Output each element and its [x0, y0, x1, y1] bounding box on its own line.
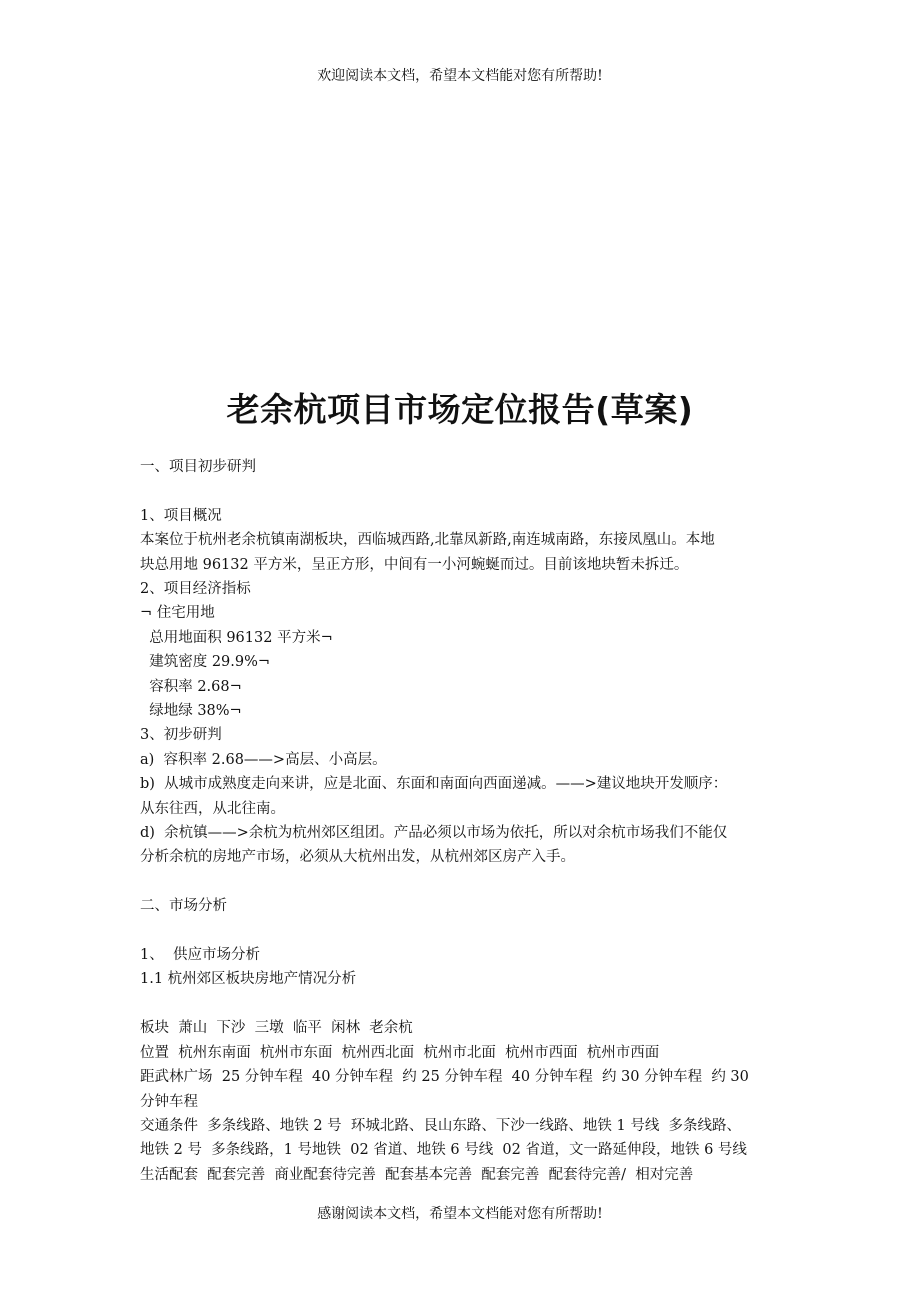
- document-title: 老余杭项目市场定位报告(草案): [226, 390, 694, 429]
- blank-line: [140, 479, 788, 503]
- page-footer: 感谢阅读本文档，希望本文档能对您有所帮助!: [317, 1206, 603, 1222]
- list-item: 容积率 2.68¬: [140, 678, 242, 695]
- subsection-heading: 2、项目经济指标: [140, 581, 251, 598]
- list-item: ¬ 住宅用地: [140, 605, 215, 622]
- subsection-heading: 1、项目概况: [140, 507, 222, 524]
- paragraph-line: 本案位于杭州老余杭镇南湖板块，西临城西路,北靠凤新路,南连城南路，东接凤凰山。本地: [140, 532, 715, 549]
- list-item: 绿地绿 38%¬: [140, 703, 242, 720]
- table-row: 位置 杭州东南面 杭州市东面 杭州西北面 杭州市北面 杭州市西面 杭州市西面: [140, 1044, 660, 1061]
- list-item: d) 余杭镇——>余杭为杭州郊区组团。产品必须以市场为依托，所以对余杭市场我们不能仅: [140, 825, 728, 842]
- section-heading: 一、项目初步研判: [140, 459, 256, 475]
- list-item: 总用地面积 96132 平方米¬: [140, 629, 333, 646]
- paragraph-line: 从东往西，从北往南。: [140, 800, 285, 817]
- subsection-heading: 1、 供应市场分析: [140, 947, 260, 964]
- table-row: 分钟车程: [140, 1093, 198, 1110]
- list-item: b) 从城市成熟度走向来讲，应是北面、东面和南面向西面递减。——>建议地块开发顺序：: [140, 776, 728, 793]
- blank-line: [140, 870, 788, 894]
- list-item: a) 容积率 2.68——>高层、小高层。: [140, 751, 387, 768]
- table-row: 距武林广场 25 分钟车程 40 分钟车程 约 25 分钟车程 40 分钟车程 约 30 分钟车程 约 30: [140, 1069, 749, 1086]
- table-row: 生活配套 配套完善 商业配套待完善 配套基本完善 配套完善 配套待完善/ 相对完善: [140, 1166, 694, 1183]
- paragraph-line: 块总用地 96132 平方米，呈正方形，中间有一小河蜿蜒而过。目前该地块暂未拆迁。: [140, 556, 689, 573]
- table-row: 板块 萧山 下沙 三墩 临平 闲林 老余杭: [140, 1020, 413, 1037]
- table-row: 交通条件 多条线路、地铁 2 号 环城北路、艮山东路、下沙一线路、地铁 1 号线 多条线路、: [140, 1117, 742, 1134]
- document-body: [140, 455, 788, 1187]
- page-header: 欢迎阅读本文档，希望本文档能对您有所帮助!: [317, 68, 603, 84]
- paragraph-line: 分析余杭的房地产市场，必须从大杭州出发，从杭州郊区房产入手。: [140, 849, 575, 866]
- subsection-heading: 3、初步研判: [140, 727, 222, 744]
- blank-line: [140, 919, 788, 943]
- list-item: 建筑密度 29.9%¬: [140, 654, 271, 671]
- section-heading: 二、市场分析: [140, 898, 227, 915]
- blank-line: [140, 992, 788, 1016]
- table-row: 地铁 2 号 多条线路，1 号地铁 02 省道、地铁 6 号线 02 省道，文一路延伸段，地铁 6 号线: [140, 1142, 747, 1159]
- subsection-heading: 1.1 杭州郊区板块房地产情况分析: [140, 971, 357, 988]
